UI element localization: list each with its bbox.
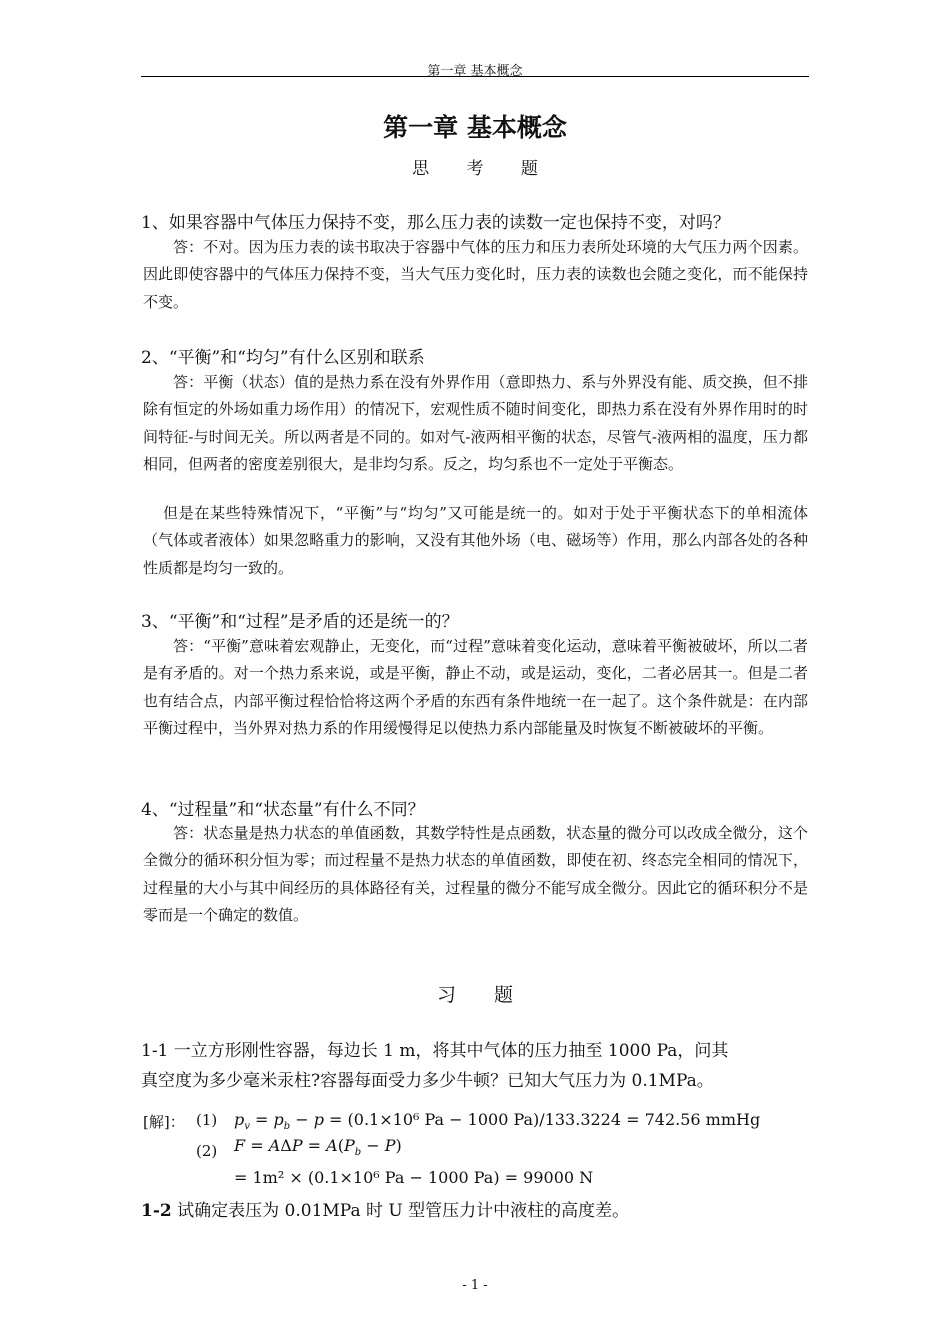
exercise-1-2 <box>141 1196 629 1221</box>
formula-vacuum-result: (0.1×10⁶ Pa − 1000 Pa)/133.3224 = 742.56 mmHg <box>347 1110 761 1129</box>
answer-4: 答：状态量是热力状态的单值函数，其数学特性是点函数，状态量的微分可以改成全微分，这个全微分的循环积分恒为零；而过程量不是热力状态的单值函数，即使在初、终态完全相同的情况下，过程量的大小与其中间经历的具体路径有关，过程量的微分不能写成全微分。因此它的循环积分不是零而是一个确定的数值。 <box>143 824 808 925</box>
exercise-1-2-text: 试确定表压为 0.01MPa 时 U 型管压力计中液柱的高度差。 <box>177 1201 630 1221</box>
running-header: 第一章 基本概念 <box>427 64 523 79</box>
formula-force-result: = 1m² × (0.1×10⁶ Pa − 1000 Pa) = 99000 N <box>234 1168 594 1187</box>
page-number: - 1 - <box>462 1278 488 1293</box>
exercise-1-2-number: 1-2 <box>141 1201 172 1221</box>
formula-vacuum: $p_v = p_b - p = (0.1\times 10^6$ Pa − 1000 Pa)/133.3224 = 742.56 mmHg <box>234 1110 761 1133</box>
answer-1: 答：不对。因为压力表的读书取决于容器中气体的压力和压力表所处环境的大气压力两个因素。因此即使容器中的气体压力保持不变，当大气压力变化时，压力表的读数也会随之变化，而不能保持不变。 <box>143 238 808 311</box>
step-1-label: (1) <box>196 1111 218 1129</box>
exercise-1-1-line1: 1-1 一立方形刚性容器，每边长 1 m，将其中气体的压力抽至 1000 Pa，问其 <box>141 1041 729 1061</box>
header-rule <box>141 76 809 77</box>
exercise-1-1-line2: 真空度为多少毫米汞柱?容器每面受力多少牛顿？已知大气压力为 0.1MPa。 <box>141 1071 714 1091</box>
answer-2: 答：平衡（状态）值的是热力系在没有外界作用（意即热力、系与外界没有能、质交换，但不排除有恒定的外场如重力场作用）的情况下，宏观性质不随时间变化，即热力系在没有外界作用时的时间特征-与时间无关。所以两者是不同的。如对气-液两相平衡的状态，尽管气-液两相的温度，压力都相同，但两者的密度差别很大，是非均匀系。反之，均匀系也不一定处于平衡态。 <box>143 373 808 474</box>
chapter-title: 第一章 基本概念 <box>383 113 567 142</box>
question-3: 3、“平衡”和“过程”是矛盾的还是统一的？ <box>141 612 459 632</box>
section-heading-exercises: 习 题 <box>436 984 530 1006</box>
answer-2-continued: 但是在某些特殊情况下，“平衡”与“均匀”又可能是统一的。如对于处于平衡状态下的单相流体（气体或者液体）如果忽略重力的影响，又没有其他外场（电、磁场等）作用，那么内部各处的各种性质都是均匀一致的。 <box>143 504 808 577</box>
answer-3: 答：“平衡”意味着宏观静止，无变化，而“过程”意味着变化运动，意味着平衡被破坏，所以二者是有矛盾的。对一个热力系来说，或是平衡，静止不动，或是运动，变化，二者必居其一。但是二者也有结合点，内部平衡过程恰恰将这两个矛盾的东西有条件地统一在一起了。这个条件就是：在内部平衡过程中，当外界对热力系的作用缓慢得足以使热力系内部能量及时恢复不断被破坏的平衡。 <box>143 637 808 738</box>
step-2-label: (2) <box>196 1142 218 1160</box>
section-heading-thinking: 思 考 题 <box>412 159 554 179</box>
formula-force: $F = A\Delta P = A(P_b - P)$ <box>234 1136 402 1159</box>
question-1: 1、如果容器中气体压力保持不变，那么压力表的读数一定也保持不变，对吗？ <box>141 213 730 233</box>
question-2: 2、“平衡”和“均匀”有什么区别和联系 <box>141 348 425 368</box>
solution-label: [解]： <box>143 1113 185 1131</box>
question-4: 4、“过程量”和“状态量”有什么不同？ <box>141 800 425 820</box>
